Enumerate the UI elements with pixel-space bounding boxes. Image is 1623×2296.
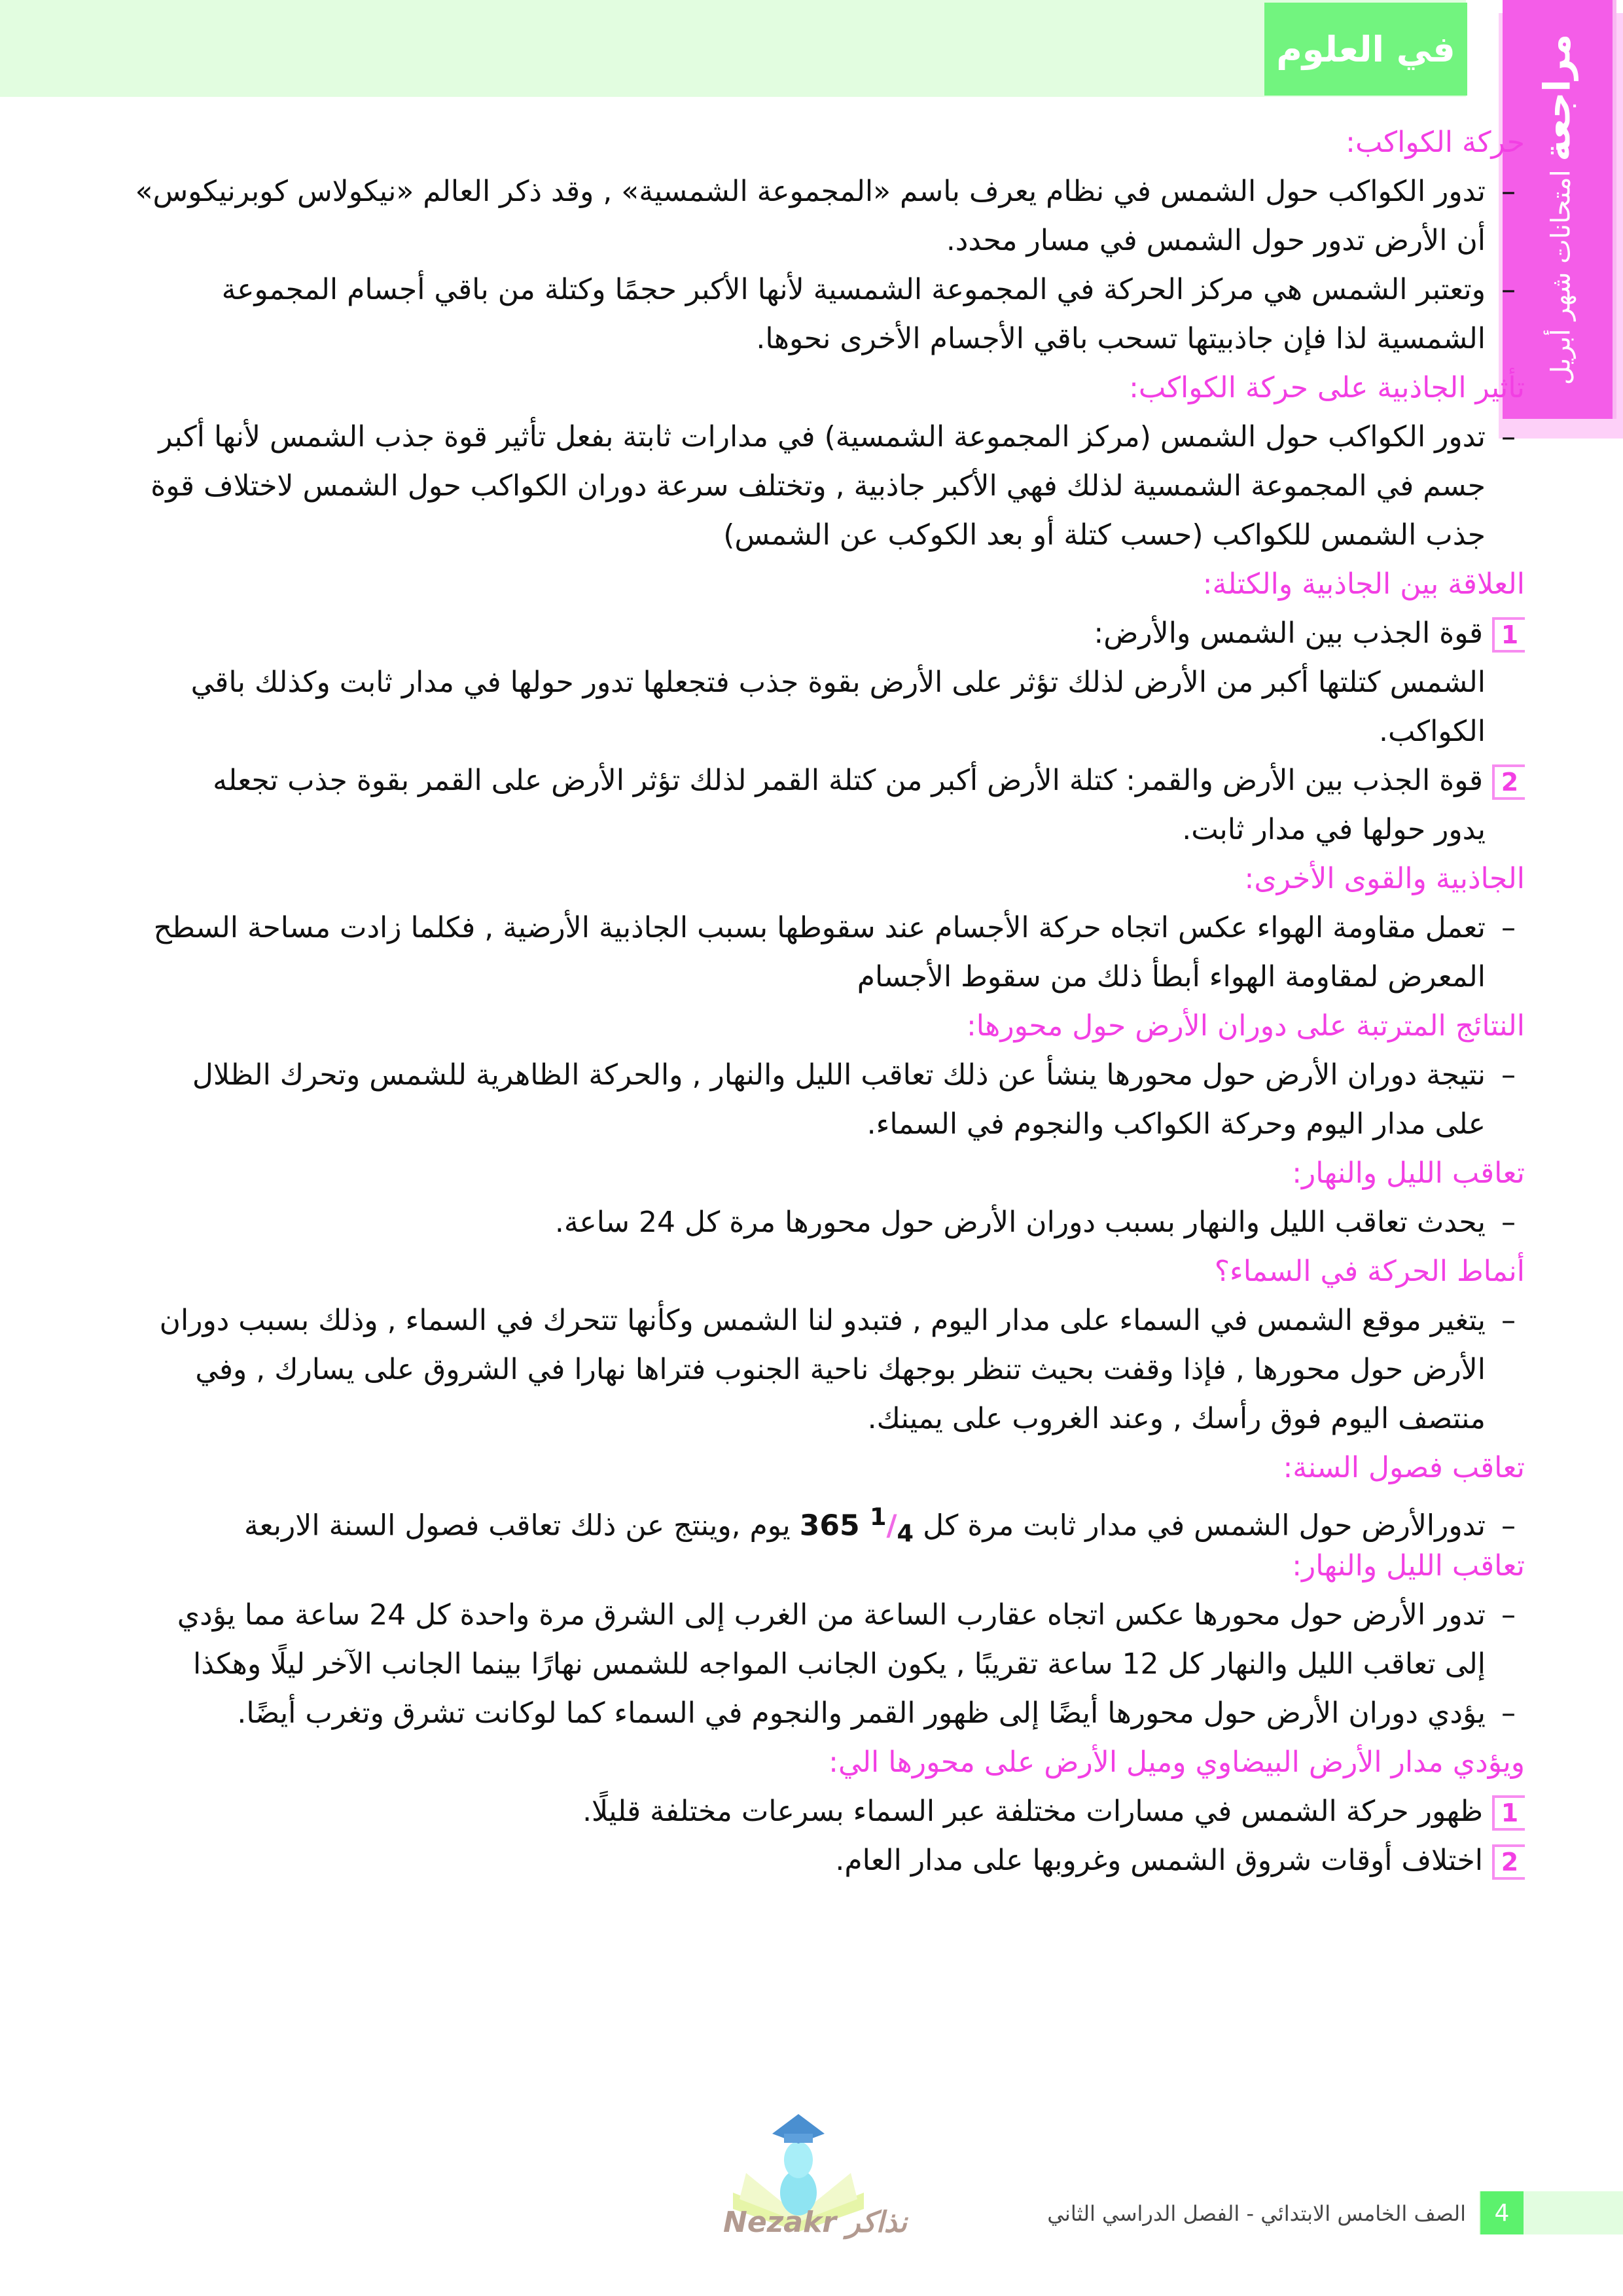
page-number: 4 <box>1480 2191 1524 2234</box>
section-heading: تعاقب فصول السنة: <box>1283 1451 1525 1484</box>
bullet-dash: – <box>1501 1206 1516 1239</box>
subject-title: في العلوم <box>1264 3 1467 96</box>
paragraph-line <box>98 1640 1525 1689</box>
item-text: يدور حولها في مدار ثابت. <box>1182 813 1486 846</box>
side-banner-rest: امتحانات شهر أبريل <box>1546 170 1577 386</box>
list-item <box>98 1590 1525 1640</box>
item-text: الأرض حول محورها , فإذا وقفت بحيث تنظر بوجهك ناحية الجنوب فتراها نهارا في الشروق على يسارك , وفي <box>195 1353 1486 1386</box>
item-text: قوة الجذب بين الشمس والأرض: <box>1094 617 1483 650</box>
item-text: تعمل مقاومة الهواء عكس اتجاه حركة الأجسام عند سقوطها بسبب الجاذبية الأرضية , فكلما زادت مساحة السطح <box>153 911 1486 944</box>
fraction-slash: / <box>886 1509 897 1543</box>
item-text: اختلاف أوقات شروق الشمس وغروبها على مدار العام. <box>835 1844 1483 1877</box>
paragraph-line <box>98 461 1525 511</box>
bullet-dash: – <box>1501 1304 1516 1337</box>
side-banner-bold: مراجعة <box>1536 33 1579 162</box>
item-text: منتصف اليوم فوق رأسك , وعند الغروب على يمينك. <box>867 1402 1486 1435</box>
item-text: تدورالأرض حول الشمس في مدار ثابت مرة كل <box>923 1509 1486 1543</box>
bullet-dash: – <box>1501 273 1516 306</box>
item-text: يؤدي دوران الأرض حول محورها أيضًا إلى ظهور القمر والنجوم في السماء كما لوكانت تشرق وتغرب أيضًا. <box>237 1696 1486 1730</box>
list-item <box>98 609 1525 658</box>
item-text: جذب الشمس للكواكب (حسب كتلة أو بعد الكوكب عن الشمس) <box>723 518 1486 552</box>
paragraph-line <box>98 1100 1525 1149</box>
list-item <box>98 265 1525 314</box>
item-text: يوم ,وينتج عن ذلك تعاقب فصول السنة الاربعة <box>243 1509 791 1543</box>
item-text: جسم في المجموعة الشمسية لذلك فهي الأكبر جاذبية , وتختلف سرعة دوران الكواكب حول الشمس لاختلاف قوة <box>151 469 1486 503</box>
item-text: وتعتبر الشمس هي مركز الحركة في المجموعة الشمسية لأنها الأكبر حجمًا وكتلة من باقي أجسام المجموعة <box>221 273 1486 306</box>
bullet-dash: – <box>1501 1058 1516 1092</box>
item-text: تدور الكواكب حول الشمس (مركز المجموعة الشمسية) في مدارات ثابتة بفعل تأثير قوة جذب الشمس لأنها أكبر <box>158 420 1486 454</box>
paragraph-line <box>98 1345 1525 1394</box>
item-number-badge: 2 <box>1492 764 1525 800</box>
bullet-dash: – <box>1501 420 1516 454</box>
bullet-dash: – <box>1501 1598 1516 1632</box>
list-item <box>98 1787 1525 1836</box>
list-item <box>98 1050 1525 1100</box>
list-item <box>98 167 1525 216</box>
logo-text: Nezakr نذاكر <box>723 2206 908 2239</box>
item-text: الشمس كتلتها أكبر من الأرض لذلك تؤثر على الأرض بقوة جذب فتجعلها تدور حولها في مدار ثابت وكذلك باقي <box>190 666 1486 699</box>
side-banner-text <box>1537 34 1579 385</box>
paragraph-line <box>98 952 1525 1001</box>
fraction-value <box>800 1492 914 1558</box>
list-item <box>98 756 1525 805</box>
top-bar <box>0 0 1466 97</box>
item-text: تدور الكواكب حول الشمس في نظام يعرف باسم «المجموعة الشمسية» , وقد ذكر العالم «نيكولاس كوبرنيكوس» <box>135 175 1486 208</box>
item-text: إلى تعاقب الليل والنهار كل 12 ساعة تقريبًا , يكون الجانب المواجه للشمس نهارًا بينما الجانب الآخر ليلًا وهكذا <box>193 1647 1486 1681</box>
document-body <box>98 118 1525 1885</box>
fraction-denominator: 4 <box>897 1519 914 1548</box>
section-heading: تعاقب الليل والنهار: <box>1292 1549 1525 1583</box>
item-text: قوة الجذب بين الأرض والقمر: كتلة الأرض أكبر من كتلة القمر لذلك تؤثر الأرض على القمر بقوة جذب تجعله <box>213 764 1483 797</box>
paragraph-line <box>98 658 1525 707</box>
paragraph-line <box>98 511 1525 560</box>
section-heading: الجاذبية والقوى الأخرى: <box>1244 862 1525 895</box>
list-item <box>98 1689 1525 1738</box>
paragraph-line <box>98 314 1525 363</box>
section-heading: تعاقب الليل والنهار: <box>1292 1157 1525 1190</box>
divider <box>1467 0 1476 97</box>
item-number-badge: 1 <box>1492 617 1525 653</box>
item-text: المعرض لمقاومة الهواء أبطأ ذلك من سقوط الأجسام <box>857 960 1486 994</box>
paragraph-line <box>98 707 1525 756</box>
bullet-dash: – <box>1501 911 1516 944</box>
item-text: الشمسية لذا فإن جاذبيتها تسحب باقي الأجسام الأخرى نحوها. <box>756 322 1486 355</box>
item-text: تدور الأرض حول محورها عكس اتجاه عقارب الساعة من الغرب إلى الشرق مرة واحدة كل 24 ساعة مما يؤدي <box>177 1598 1486 1632</box>
fraction-numerator: 1 <box>869 1503 887 1531</box>
fraction-whole: 365 <box>799 1509 860 1543</box>
section-heading: النتائج المترتبة على دوران الأرض حول محورها: <box>966 1009 1525 1043</box>
bullet-dash: – <box>1501 1696 1516 1730</box>
paragraph-line <box>98 216 1525 265</box>
section-heading: العلاقة بين الجاذبية والكتلة: <box>1202 567 1525 601</box>
paragraph-line <box>98 805 1525 854</box>
section-heading: ويؤدي مدار الأرض البيضاوي وميل الأرض على محورها الي: <box>829 1746 1525 1779</box>
list-item <box>98 1836 1525 1885</box>
bullet-dash: – <box>1501 175 1516 208</box>
list-item <box>98 1296 1525 1345</box>
item-text: أن الأرض تدور حول الشمس في مسار محدد. <box>946 224 1486 257</box>
paragraph-line <box>98 1394 1525 1443</box>
list-item <box>98 412 1525 461</box>
item-text: ظهور حركة الشمس في مسارات مختلفة عبر السماء بسرعات مختلفة قليلًا. <box>582 1795 1483 1828</box>
list-item <box>98 1492 1525 1548</box>
item-text: نتيجة دوران الأرض حول محورها ينشأ عن ذلك تعاقب الليل والنهار , والحركة الظاهرية للشمس وتحرك الظلال <box>192 1058 1486 1092</box>
item-number-badge: 1 <box>1492 1795 1525 1831</box>
item-text: الكواكب. <box>1378 715 1486 748</box>
bullet-dash: – <box>1501 1509 1516 1543</box>
list-item <box>98 903 1525 952</box>
item-number-badge: 2 <box>1492 1844 1525 1880</box>
section-heading: تأثير الجاذبية على حركة الكواكب: <box>1129 371 1525 404</box>
item-text: يتغير موقع الشمس في السماء على مدار اليوم , فتبدو لنا الشمس وكأنها تتحرك في السماء , وذلك بسبب دوران <box>159 1304 1486 1337</box>
section-heading: أنماط الحركة في السماء؟ <box>1214 1255 1525 1288</box>
list-item <box>98 1198 1525 1247</box>
item-text: يحدث تعاقب الليل والنهار بسبب دوران الأرض حول محورها مرة كل 24 ساعة. <box>554 1206 1486 1239</box>
footer-grade-text: الصف الخامس الابتدائي - الفصل الدراسي الثاني <box>1047 2201 1466 2226</box>
section-heading: حركة الكواكب: <box>1346 126 1525 159</box>
item-text: على مدار اليوم وحركة الكواكب والنجوم في السماء. <box>866 1107 1486 1141</box>
